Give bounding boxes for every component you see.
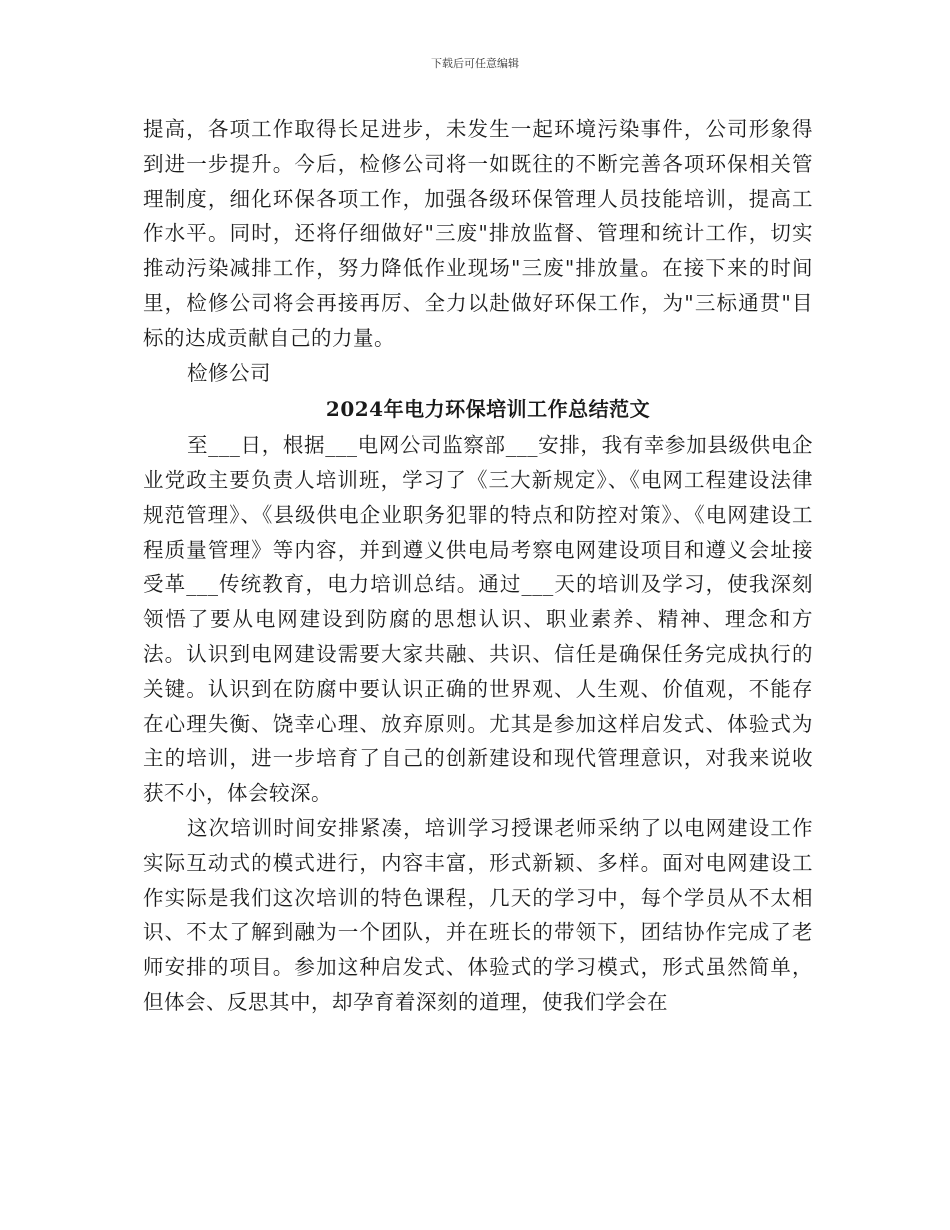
signature: 检修公司 (187, 360, 271, 385)
document-title: 2024年电力环保培训工作总结范文 (325, 397, 651, 422)
body-paragraph-1: 至___日，根据___电网公司监察部___安排，我有幸参加县级供电企业党政主要负责人培训班，学习了《三大新规定》、《电网工程建设法律规范管理》、《县级供电企业职务犯罪的特点和防控对策》、《电网建设工程质量管理》等内容，并到遵义供电局考察电网建设项目和遵义会址接受革___传统教育，电力培训总结。通过___天的培训及学习，使我深刻领悟了要从电网建设到防腐的思想认识、职业素养、精神、理念和方法。认识到电网建设需要大家共融、共识、信任是确保任务完成执行的关键。认识到在防腐中要认识正确的世界观、人生观、价值观，不能存在心理失衡、饶幸心理、放弃原则。尤其是参加这样启发式、体验式为主的培训，进一步培育了自己的创新建设和现代管理意识，对我来说收获不小，体会较深。 (143, 433, 813, 806)
document-body (143, 112, 813, 1020)
header-note: 下载后可任意编辑 (431, 57, 519, 70)
continuation-paragraph: 提高，各项工作取得长足进步，未发生一起环境污染事件，公司形象得到进一步提升。今后，检修公司将一如既往的不断完善各项环保相关管理制度，细化环保各项工作，加强各级环保管理人员技能培训，提高工作水平。同时，还将仔细做好"三废"排放监督、管理和统计工作，切实推动污染减排工作，努力降低作业现场"三废"排放量。在接下来的时间里，检修公司将会再接再厉、全力以赴做好环保工作，为"三标通贯"目标的达成贡献自己的力量。 (143, 117, 813, 350)
body-paragraph-2: 这次培训时间安排紧凑，培训学习授课老师采纳了以电网建设工作实际互动式的模式进行，内容丰富，形式新颖、多样。面对电网建设工作实际是我们这次培训的特色课程，几天的学习中，每个学员从不太相识、不太了解到融为一个团队，并在班长的带领下，团结协作完成了老师安排的项目。参加这种启发式、体验式的学习模式，形式虽然简单，但体会、反思其中，却孕育着深刻的道理，使我们学会在 (143, 815, 813, 1014)
